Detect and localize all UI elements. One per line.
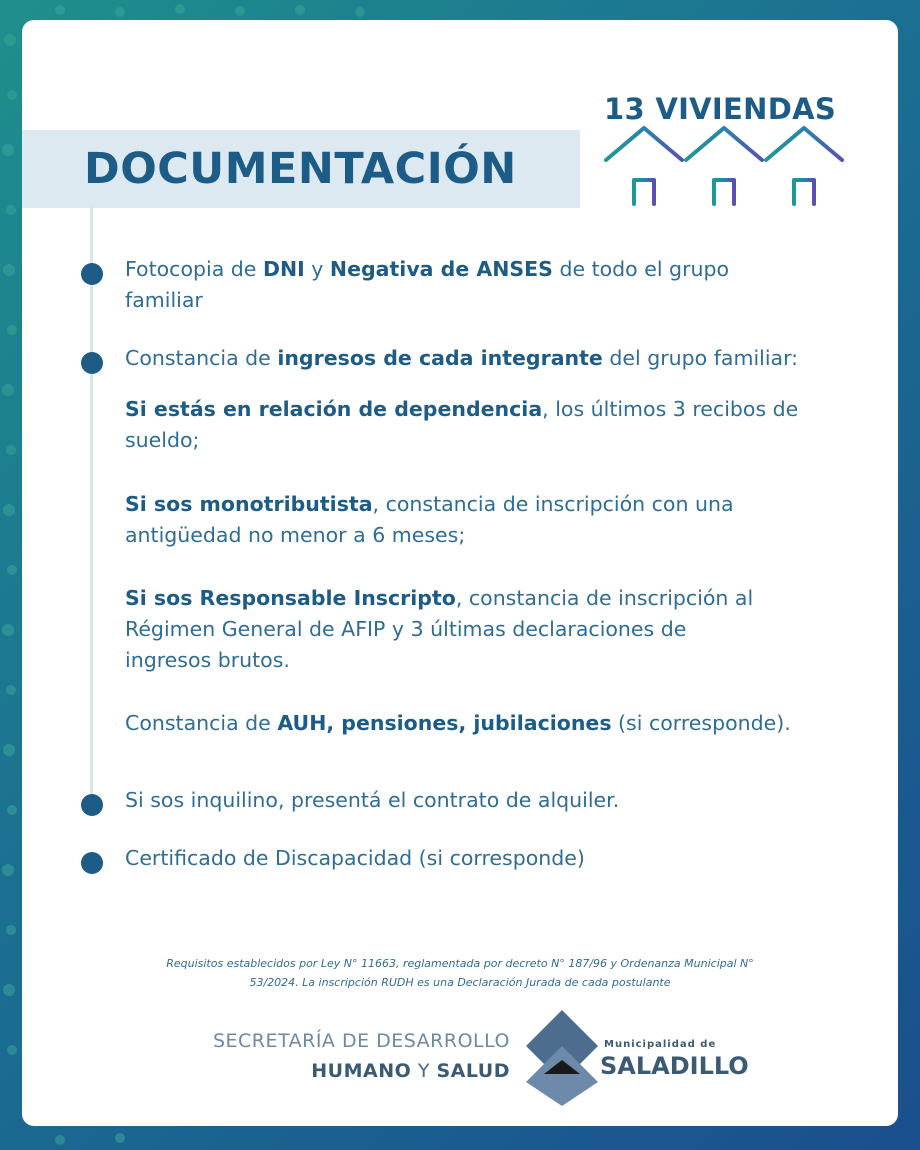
footnote-line: Requisitos establecidos por Ley N° 11663, reglamentada por decreto N° 187/96 y Ordenanza Municipal N°: [166, 957, 754, 970]
list-item: [125, 785, 855, 816]
text-run-bold: Si estás en relación de dependencia: [125, 397, 543, 421]
text-run: Certificado de Discapacidad (si corresponde): [125, 846, 585, 870]
text-run: , constancia de inscripción al: [455, 586, 754, 610]
text-run: ingresos brutos.: [125, 648, 290, 672]
bullet-icon: [81, 352, 103, 374]
text-run: Constancia de: [125, 711, 278, 735]
text-run: , constancia de inscripción con una: [372, 492, 734, 516]
bullet-icon: [81, 794, 103, 816]
text-run: antigüedad no menor a 6 meses;: [125, 523, 466, 547]
text-run: Régimen General de AFIP y 3 últimas declaraciones de: [125, 617, 687, 641]
municipality-label: Municipalidad de: [604, 1039, 717, 1050]
brand-title: 13 VIVIENDAS: [604, 92, 837, 126]
text-run: familiar: [125, 288, 203, 312]
text-run-bold: ingresos de cada integrante: [277, 346, 603, 370]
text-run: y: [304, 257, 330, 281]
houses-icon: [604, 124, 854, 208]
text-run: (si corresponde).: [611, 711, 791, 735]
text-run-bold: Si sos Responsable Inscripto: [125, 586, 456, 610]
secretaria-humano: HUMANO: [311, 1060, 412, 1082]
timeline-line: [90, 204, 93, 804]
secretaria-line1: SECRETARÍA DE DESARROLLO: [212, 1030, 510, 1052]
documentation-card: [22, 20, 898, 1126]
list-item-paragraph: [125, 708, 855, 739]
text-run: , los últimos 3 recibos de: [542, 397, 799, 421]
text-run-bold: AUH, pensiones, jubilaciones: [277, 711, 612, 735]
legal-footnote: [92, 954, 828, 992]
saladillo-logo-icon: [522, 1008, 602, 1108]
list-item: [125, 843, 855, 874]
secretaria-y: Y: [411, 1060, 437, 1082]
text-run-bold: Negativa de ANSES: [329, 257, 553, 281]
list-item: [125, 254, 855, 316]
footnote-line: 53/2024. La inscripción RUDH es una Declaración Jurada de cada postulante: [249, 976, 671, 989]
secretaria-line2: [142, 1060, 510, 1082]
list-item-paragraph: [125, 394, 855, 456]
municipality-name: SALADILLO: [600, 1052, 749, 1080]
secretaria-salud: SALUD: [436, 1060, 510, 1082]
bullet-icon: [81, 852, 103, 874]
list-item: [125, 343, 855, 374]
text-run: Si sos inquilino, presentá el contrato de alquiler.: [125, 788, 620, 812]
text-run: sueldo;: [125, 428, 200, 452]
text-run-bold: DNI: [262, 257, 305, 281]
bullet-icon: [81, 263, 103, 285]
text-run: del grupo familiar:: [602, 346, 799, 370]
text-run: de todo el grupo: [552, 257, 730, 281]
text-run: Constancia de: [125, 346, 278, 370]
page-title: DOCUMENTACIÓN: [84, 144, 517, 194]
list-item-paragraph: [125, 583, 855, 676]
text-run: Fotocopia de: [125, 257, 263, 281]
text-run-bold: Si sos monotributista: [125, 492, 373, 516]
list-item-paragraph: [125, 489, 855, 551]
